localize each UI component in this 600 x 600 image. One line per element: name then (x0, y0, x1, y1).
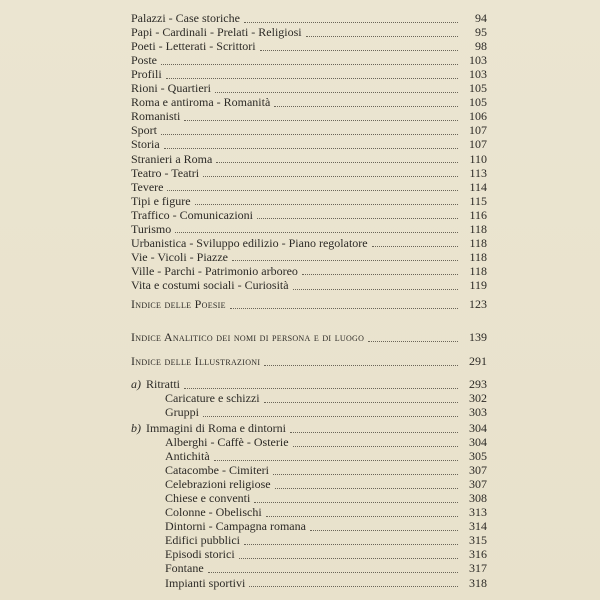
entry-label: Urbanistica - Sviluppo edilizio - Piano regolatore (131, 235, 368, 250)
entry-label: Edifici pubblici (165, 533, 240, 548)
page-number: 139 (469, 330, 487, 344)
page-number: 308 (469, 491, 487, 506)
entry-label: Episodi storici (165, 547, 235, 562)
dot-leader (293, 288, 458, 290)
dot-leader (184, 387, 458, 389)
dot-leader (372, 245, 458, 247)
entry-label: Caricature e schizzi (165, 391, 260, 405)
dot-leader (230, 307, 458, 309)
illustration-subentry (0, 534, 600, 548)
dot-leader (368, 340, 458, 342)
illustration-subentry (0, 392, 600, 406)
topic-entry (0, 153, 600, 167)
page-number: 113 (469, 165, 487, 180)
entry-label: Sport (131, 123, 158, 138)
topic-entry (0, 12, 600, 26)
dot-leader (195, 203, 458, 205)
illustration-subentry (0, 492, 600, 506)
topic-entry (0, 68, 600, 82)
entry-label: Ritratti (146, 377, 180, 391)
illustration-group-b (0, 422, 600, 436)
page-number: 118 (469, 263, 487, 278)
dot-leader (306, 35, 458, 37)
page-number: 307 (469, 463, 487, 478)
entry-label: Indice delle Poesie (131, 297, 226, 311)
dot-leader (249, 585, 458, 587)
illustration-subentry (0, 436, 600, 450)
page-number: 107 (469, 123, 487, 138)
page-number: 106 (469, 109, 487, 124)
page-number: 293 (469, 377, 487, 391)
page-number: 103 (469, 67, 487, 82)
topic-entry (0, 26, 600, 40)
section-entry (0, 355, 600, 369)
dot-leader (293, 445, 458, 447)
page-number: 105 (469, 95, 487, 110)
entry-label: Turismo (131, 221, 172, 236)
topic-entry (0, 54, 600, 68)
page-number: 313 (469, 505, 487, 520)
page-number: 119 (469, 277, 487, 292)
entry-label: Colonne - Obelischi (165, 505, 262, 520)
dot-leader (260, 49, 458, 51)
dot-leader (167, 189, 458, 191)
page-number: 314 (469, 519, 487, 534)
topic-entry (0, 223, 600, 237)
topic-entry (0, 167, 600, 181)
entry-label: Papi - Cardinali - Prelati - Religiosi (131, 25, 302, 40)
topic-entry (0, 40, 600, 54)
page-number: 304 (469, 421, 487, 435)
entry-label: Vie - Vicoli - Piazze (131, 249, 228, 264)
page-number: 107 (469, 137, 487, 152)
page-number: 305 (469, 449, 487, 464)
entry-label: Catacombe - Cimiteri (165, 463, 269, 478)
page-number: 315 (469, 533, 487, 548)
page-number: 302 (469, 391, 487, 405)
dot-leader (214, 459, 458, 461)
dot-leader (290, 431, 458, 433)
entry-label: Alberghi - Caffè - Osterie (165, 435, 289, 449)
entry-label: Poeti - Letterati - Scrittori (131, 39, 256, 54)
entry-label: Rioni - Quartieri (131, 81, 211, 96)
dot-leader (166, 77, 458, 79)
dot-leader (257, 217, 458, 219)
topic-entry (0, 237, 600, 251)
page-number: 307 (469, 477, 487, 492)
dot-leader (264, 364, 458, 366)
entry-label: Immagini di Roma e dintorni (146, 421, 286, 435)
entry-label: Antichità (165, 449, 210, 464)
entry-label: Palazzi - Case storiche (131, 11, 240, 25)
topic-entry (0, 124, 600, 138)
page-number: 103 (469, 53, 487, 68)
entry-label: Storia (131, 137, 160, 152)
dot-leader (244, 543, 458, 545)
illustration-subentry (0, 464, 600, 478)
entry-label: Dintorni - Campagna romana (165, 519, 306, 534)
dot-leader (232, 259, 458, 261)
illustration-subentry (0, 450, 600, 464)
dot-leader (216, 161, 458, 163)
entry-label: Poste (131, 53, 158, 68)
dot-leader (203, 175, 458, 177)
entry-label: Gruppi (165, 405, 199, 419)
page-number: 291 (469, 354, 487, 368)
topic-entry (0, 195, 600, 209)
dot-leader (175, 231, 458, 233)
topic-entry (0, 265, 600, 279)
dot-leader (266, 515, 458, 517)
topic-entry (0, 251, 600, 265)
topic-entry (0, 82, 600, 96)
page-number: 123 (469, 297, 487, 311)
entry-label: Indice delle Illustrazioni (131, 354, 261, 368)
entry-label: Ville - Parchi - Patrimonio arboreo (131, 263, 298, 278)
topic-entry (0, 138, 600, 152)
page-number: 95 (475, 25, 487, 40)
page-number: 114 (469, 179, 487, 194)
topic-entry (0, 209, 600, 223)
page-number: 317 (469, 561, 487, 576)
illustration-subentry (0, 548, 600, 562)
illustration-subentry (0, 577, 600, 591)
topic-entry (0, 96, 600, 110)
dot-leader (273, 473, 458, 475)
entry-label: Impianti sportivi (165, 575, 246, 590)
illustration-subentry (0, 406, 600, 420)
page-number: 303 (469, 405, 487, 419)
dot-leader (161, 63, 458, 65)
illustration-subentry (0, 506, 600, 520)
topic-entry (0, 110, 600, 124)
dot-leader (274, 105, 458, 107)
dot-leader (208, 571, 458, 573)
page-number: 316 (469, 547, 487, 562)
entry-label: Stranieri a Roma (131, 151, 213, 166)
page-number: 115 (469, 193, 487, 208)
dot-leader (164, 147, 458, 149)
section-entry (0, 298, 600, 312)
page-number: 304 (469, 435, 487, 449)
page-number: 94 (475, 11, 487, 25)
dot-leader (239, 557, 458, 559)
dot-leader (184, 119, 458, 121)
page-number: 318 (469, 575, 487, 590)
page-number: 116 (469, 207, 487, 222)
page-number: 118 (469, 249, 487, 264)
section-entry (0, 331, 600, 345)
entry-label: Tevere (131, 179, 164, 194)
dot-leader (302, 273, 458, 275)
section-marker: b) (131, 421, 141, 435)
dot-leader (203, 415, 458, 417)
dot-leader (254, 501, 458, 503)
entry-label: Romanisti (131, 109, 181, 124)
dot-leader (275, 487, 458, 489)
dot-leader (310, 529, 458, 531)
page-number: 118 (469, 235, 487, 250)
entry-label: Vita e costumi sociali - Curiosità (131, 277, 289, 292)
entry-label: Profili (131, 67, 162, 82)
illustration-subentry (0, 520, 600, 534)
topic-entry (0, 181, 600, 195)
page-number: 110 (469, 151, 487, 166)
entry-label: Tipi e figure (131, 193, 191, 208)
illustration-subentry (0, 562, 600, 576)
entry-label: Roma e antiroma - Romanità (131, 95, 271, 110)
dot-leader (264, 401, 458, 403)
entry-label: Celebrazioni religiose (165, 477, 271, 492)
dot-leader (244, 21, 458, 23)
page-number: 105 (469, 81, 487, 96)
section-marker: a) (131, 377, 141, 391)
entry-label: Fontane (165, 561, 204, 576)
page-number: 98 (475, 39, 487, 54)
dot-leader (161, 133, 458, 135)
entry-label: Teatro - Teatri (131, 165, 200, 180)
entry-label: Traffico - Comunicazioni (131, 207, 253, 222)
entry-label: Indice Analitico dei nomi di persona e di luogo (131, 330, 365, 344)
page-number: 118 (469, 221, 487, 236)
illustration-group-a (0, 378, 600, 392)
illustration-subentry (0, 478, 600, 492)
entry-label: Chiese e conventi (165, 491, 251, 506)
topic-entry (0, 279, 600, 293)
dot-leader (215, 91, 458, 93)
